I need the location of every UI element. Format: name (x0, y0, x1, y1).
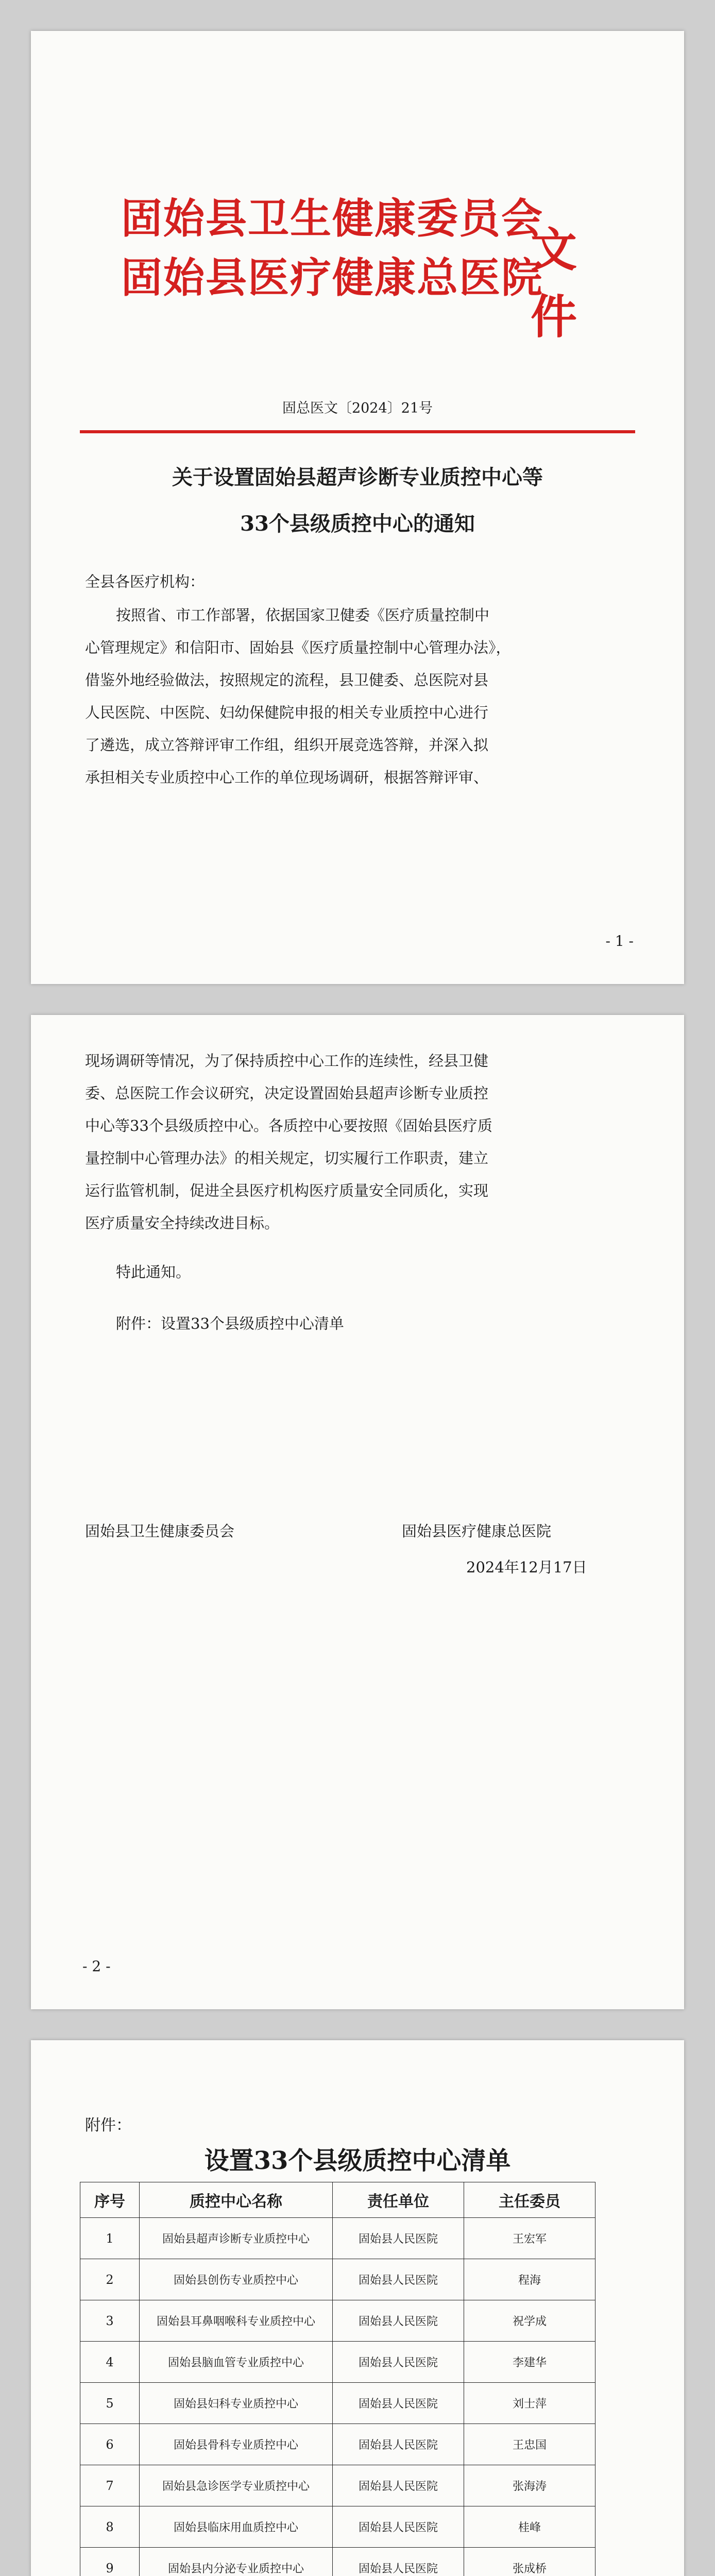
cell-responsible-unit: 固始县人民医院 (333, 2506, 464, 2548)
table-title: 设置33个县级质控中心清单 (204, 2146, 511, 2175)
body-line: 中心等33个县级质控中心。各质控中心要按照《固始县医疗质 (85, 1117, 492, 1134)
cell-director: 张成桥 (464, 2548, 595, 2576)
table-header-row (80, 2182, 595, 2218)
table-row (80, 2465, 595, 2506)
body-line: 委、总医院工作会议研究，决定设置固始县超声诊断专业质控 (85, 1084, 489, 1102)
cell-center-name: 固始县妇科专业质控中心 (140, 2383, 333, 2424)
cell-director: 李建华 (464, 2342, 595, 2383)
cell-center-name: 固始县临床用血质控中心 (140, 2506, 333, 2548)
document-page-2 (31, 1015, 684, 2009)
cell-center-name: 固始县超声诊断专业质控中心 (140, 2218, 333, 2259)
quality-control-center-table (80, 2182, 595, 2576)
cell-serial-number: 5 (80, 2383, 140, 2424)
closing-text: 特此通知。 (116, 1263, 191, 1281)
cell-serial-number: 9 (80, 2548, 140, 2576)
table-row (80, 2424, 595, 2465)
document-title-line-2: 33个县级质控中心的通知 (240, 512, 475, 536)
header-responsible-unit: 责任单位 (333, 2182, 464, 2218)
cell-center-name: 固始县急诊医学专业质控中心 (140, 2465, 333, 2506)
cell-director: 程海 (464, 2259, 595, 2300)
table-row (80, 2342, 595, 2383)
table-row (80, 2548, 595, 2576)
document-header (121, 185, 595, 344)
table-row (80, 2259, 595, 2300)
cell-director: 刘士萍 (464, 2383, 595, 2424)
header-director: 主任委员 (464, 2182, 595, 2218)
table-row (80, 2218, 595, 2259)
body-line: 人民医院、中医院、妇幼保健院申报的相关专业质控中心进行 (85, 704, 489, 721)
cell-responsible-unit: 固始县人民医院 (333, 2465, 464, 2506)
attachment-note: 附件：设置33个县级质控中心清单 (116, 1315, 344, 1332)
page-number: - 1 - (605, 933, 634, 950)
cell-serial-number: 3 (80, 2300, 140, 2342)
cell-serial-number: 8 (80, 2506, 140, 2548)
cell-director: 张海涛 (464, 2465, 595, 2506)
body-line: 医疗质量安全持续改进目标。 (85, 1214, 280, 1232)
cell-serial-number: 4 (80, 2342, 140, 2383)
page-number: - 2 - (82, 1958, 111, 1975)
cell-responsible-unit: 固始县人民医院 (333, 2218, 464, 2259)
signer-general-hospital: 固始县医疗健康总医院 (402, 1522, 552, 1540)
body-line: 承担相关专业质控中心工作的单位现场调研，根据答辩评审、 (85, 769, 489, 786)
cell-responsible-unit: 固始县人民医院 (333, 2259, 464, 2300)
cell-responsible-unit: 固始县人民医院 (333, 2300, 464, 2342)
document-page-1 (31, 31, 684, 984)
body-line: 现场调研等情况，为了保持质控中心工作的连续性，经县卫健 (85, 1052, 489, 1070)
header-serial-number: 序号 (80, 2182, 140, 2218)
body-line: 借鉴外地经验做法，按照规定的流程，县卫健委、总医院对县 (85, 671, 489, 689)
body-line: 心管理规定》和信阳市、固始县《医疗质量控制中心管理办法》， (85, 639, 511, 656)
cell-director: 桂峰 (464, 2506, 595, 2548)
table-row (80, 2383, 595, 2424)
body-line: 按照省、市工作部署，依据国家卫健委《医疗质量控制中 (116, 606, 490, 624)
cell-responsible-unit: 固始县人民医院 (333, 2342, 464, 2383)
cell-center-name: 固始县创伤专业质控中心 (140, 2259, 333, 2300)
table-body (80, 2218, 595, 2576)
header-org-health-commission: 固始县卫生健康委员会 (121, 194, 543, 243)
document-page-3 (31, 2040, 684, 2576)
cell-director: 王宏军 (464, 2218, 595, 2259)
body-line: 量控制中心管理办法》的相关规定，切实履行工作职责，建立 (85, 1149, 489, 1167)
cell-responsible-unit: 固始县人民医院 (333, 2424, 464, 2465)
red-separator-line (80, 430, 635, 433)
cell-serial-number: 7 (80, 2465, 140, 2506)
header-center-name: 质控中心名称 (140, 2182, 333, 2218)
annex-label: 附件： (85, 2116, 131, 2134)
cell-serial-number: 6 (80, 2424, 140, 2465)
cell-serial-number: 2 (80, 2259, 140, 2300)
cell-director: 王忠国 (464, 2424, 595, 2465)
cell-responsible-unit: 固始县人民医院 (333, 2383, 464, 2424)
table-row (80, 2300, 595, 2342)
document-number: 固总医文〔2024〕21号 (282, 400, 433, 416)
cell-serial-number: 1 (80, 2218, 140, 2259)
body-line: 运行监管机制，促进全县医疗机构医疗质量安全同质化，实现 (85, 1182, 489, 1199)
salutation: 全县各医疗机构： (85, 573, 205, 590)
issue-date: 2024年12月17日 (466, 1558, 587, 1576)
header-document-type: 文件 (531, 223, 577, 344)
cell-center-name: 固始县耳鼻咽喉科专业质控中心 (140, 2300, 333, 2342)
signer-health-commission: 固始县卫生健康委员会 (85, 1522, 235, 1540)
cell-center-name: 固始县骨科专业质控中心 (140, 2424, 333, 2465)
body-line: 了遴选，成立答辩评审工作组，组织开展竞选答辩，并深入拟 (85, 736, 489, 754)
cell-center-name: 固始县脑血管专业质控中心 (140, 2342, 333, 2383)
header-org-general-hospital: 固始县医疗健康总医院 (121, 253, 543, 302)
cell-director: 祝学成 (464, 2300, 595, 2342)
cell-center-name: 固始县内分泌专业质控中心 (140, 2548, 333, 2576)
table-row (80, 2506, 595, 2548)
cell-responsible-unit: 固始县人民医院 (333, 2548, 464, 2576)
document-title-line-1: 关于设置固始县超声诊断专业质控中心等 (172, 465, 543, 489)
